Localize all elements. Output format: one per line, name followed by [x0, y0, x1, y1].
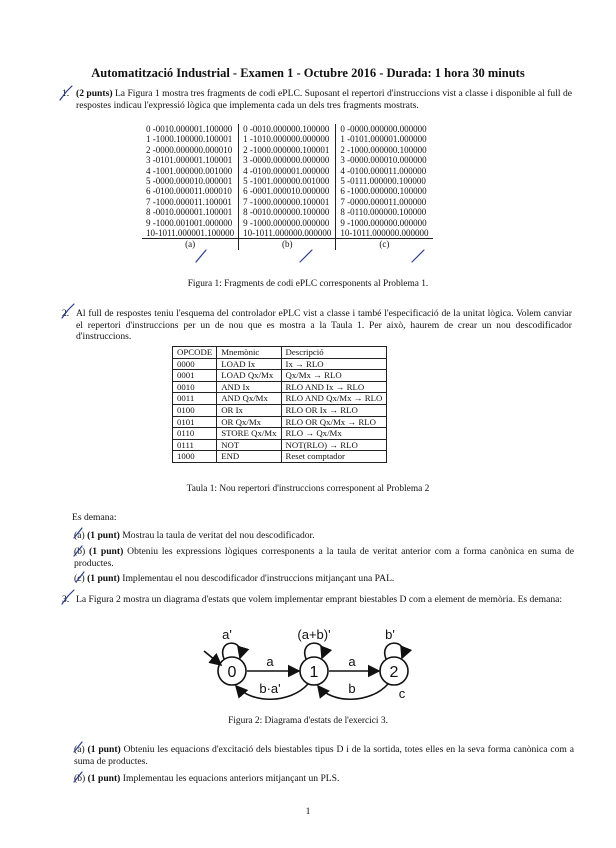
table-cell: 0100 [173, 404, 217, 416]
table-cell: LOAD Qx/Mx [217, 370, 281, 382]
problem-2-number: 2. [62, 308, 70, 319]
fragment-cell: 4 -0100.000011.000000 [336, 166, 433, 176]
table-cell: 0010 [173, 381, 217, 393]
table-cell: END [217, 451, 281, 463]
fragment-label-b: (b) [239, 239, 336, 250]
table-cell: Qx/Mx → RLO [281, 370, 387, 382]
problem-2-text: Al full de respostes teniu l'esquema del controlador ePLC vist a classe i també l'especificació de la unitat lògica. Volem canviar el repertori d'instruccions per un de nou que es mostra a la Taula 1. Per això, haurem de crear un nou descodificador d'instruccions. [76, 308, 572, 342]
table-cell: LOAD Ix [217, 358, 281, 370]
problem-1-text: La Figura 1 mostra tres fragments de codi ePLC. Suposant el repertori d'instruccions vist a classe i disponible al full de respostes indicau l'expressió lògica que implementa cada un dels tres fragments mostrats. [76, 88, 572, 111]
item-points: (1 punt) [87, 744, 121, 755]
fragment-cell: 0 -0000.000000.000000 [336, 124, 433, 134]
check-mark-icon [60, 86, 72, 100]
table-header: Descripció [281, 347, 387, 359]
self-loop-label: b' [385, 627, 395, 642]
problem-1-number: 1. [62, 88, 70, 99]
table-cell: 0111 [173, 439, 217, 451]
item-label: (a) [74, 744, 85, 755]
fragment-cell: 1 -0101.000001.000000 [336, 134, 433, 144]
fragment-cell: 4 -1001.000000.001000 [146, 165, 233, 176]
fragment-cell: 5 -1001.000000.001000 [239, 176, 336, 186]
check-mark-icon [74, 546, 82, 556]
table-cell: NOT(RLO) → RLO [281, 439, 387, 451]
fragment-cell: 2 -0000.000000.000010 [146, 144, 233, 155]
item-points: (1 punt) [89, 546, 124, 557]
table-cell: 0101 [173, 416, 217, 428]
check-mark-icon [300, 250, 312, 262]
table-cell: RLO → Qx/Mx [281, 428, 387, 440]
table-cell: Ix → RLO [281, 358, 387, 370]
fragment-cell: 7 -1000.000000.100001 [239, 197, 336, 207]
table-cell: 0110 [173, 428, 217, 440]
table-cell: Reset comptador [281, 451, 387, 463]
table-cell: 0011 [173, 393, 217, 405]
item-text: Mostrau la taula de veritat del nou descodificador. [122, 530, 315, 541]
transition-label: b [348, 681, 356, 696]
state-label: 2 [389, 664, 399, 681]
fragment-label-c: (c) [336, 239, 433, 250]
item-points: (1 punt) [87, 530, 120, 541]
item-label: (c) [74, 573, 85, 584]
fragment-cell: 7 -0000.000011.000000 [336, 197, 433, 207]
fragment-cell: 2 -1000.000000.100001 [239, 145, 336, 155]
table-cell: 1000 [173, 451, 217, 463]
output-label: c [398, 686, 406, 701]
problem-1-points: (2 punts) [76, 88, 113, 99]
fragment-cell: 5 -0111.000000.100000 [336, 176, 433, 186]
check-mark-icon [74, 528, 82, 538]
item-points: (1 punt) [87, 573, 120, 584]
self-loop-label: a' [222, 627, 232, 642]
fragment-cell: 10-1011.000000.000000 [239, 228, 336, 239]
item-text: Obteniu les equacions d'excitació dels biestables tipus D i de la sortida, totes elles en la seva forma canònica com a suma de productes. [74, 744, 574, 767]
fragment-cell: 4 -0100.000001.000000 [239, 166, 336, 176]
fragment-cell: 7 -1000.000011.100001 [146, 196, 232, 207]
problem-2-asks: Es demana: [72, 512, 117, 523]
fragment-cell: 3 -0000.000010.000000 [336, 155, 433, 165]
item-points: (1 punt) [87, 773, 121, 784]
item-text: Implementau el nou descodificador d'instruccions mitjançant una PAL. [122, 573, 395, 584]
check-mark-icon [74, 742, 82, 752]
table-cell: STORE Qx/Mx [217, 428, 281, 440]
fragment-cell: 8 -0110.000000.100000 [336, 207, 433, 217]
table-cell: AND Qx/Mx [217, 393, 281, 405]
item-label: (b) [74, 546, 86, 557]
fragment-cell: 9 -1000.000000.000000 [336, 218, 433, 228]
item-text: Obteniu les expressions lògiques corresponents a la taula de veritat anterior com a forma canònica en suma de productes. [74, 546, 574, 569]
table-cell: OR Ix [217, 404, 281, 416]
fragment-cell: 2 -1000.000000.100000 [336, 145, 433, 155]
fragment-cell: 6 -0100.000011.000010 [146, 186, 232, 197]
table-cell: AND Ix [217, 381, 281, 393]
fragment-cell: 1 -1000.100000.100001 [146, 134, 233, 145]
page-number: 1 [305, 806, 311, 817]
fragment-cell: 9 -1000.001001.000000 [146, 217, 233, 228]
figure-1-caption: Figura 1: Fragments de codi ePLC corresponents al Problema 1. [187, 279, 429, 289]
check-mark-icon [76, 572, 84, 582]
item-text: Implementau les equacions anteriors mitjançant un PLS. [122, 773, 340, 784]
table-cell: 0001 [173, 370, 217, 382]
fragment-cell: 10-1011.000001.100000 [146, 228, 235, 239]
problem-3-text: La Figura 2 mostra un diagrama d'estats que volem implementar emprant biestables D com a element de memòria. Es demana: [76, 594, 563, 605]
fragment-label-a: (a) [142, 239, 239, 250]
fragment-cell: 5 -0000.000010.000001 [146, 176, 233, 187]
fragment-cell: 6 -0001.000010.000000 [239, 186, 336, 196]
fragment-cell: 6 -1000.000000.100000 [336, 186, 433, 196]
self-loop-label: (a+b)' [297, 627, 331, 642]
table-cell: RLO AND Qx/Mx → RLO [281, 393, 387, 405]
transition-label: a [266, 654, 274, 669]
figure-2-caption: Figura 2: Diagrama d'estats de l'exercici 3. [228, 716, 388, 726]
table-cell: RLO OR Ix → RLO [281, 404, 387, 416]
fragment-cell: 1 -1010.000000.000000 [239, 134, 336, 144]
state-label: 1 [309, 664, 319, 681]
fragment-cell: 3 -0101.000001.100001 [146, 155, 233, 166]
fragment-cell: 3 -0000.000000.000000 [239, 155, 336, 165]
transition-label: b·a' [259, 681, 281, 696]
table-1-caption: Taula 1: Nou repertori d'instruccions corresponent al Problema 2 [186, 484, 430, 494]
check-mark-icon [62, 590, 74, 604]
fragment-cell: 9 -1000.000000.000000 [239, 218, 336, 228]
fragment-cell: 0 -0010.000001.100000 [146, 124, 233, 134]
fragment-cell: 8 -0010.000000.100000 [239, 207, 336, 217]
state-label: 0 [227, 664, 237, 681]
transition-label: a [348, 654, 356, 669]
fragment-cell: 0 -0010.000000.100000 [239, 124, 336, 134]
table-header: OPCODE [173, 347, 217, 359]
table-cell: NOT [217, 439, 281, 451]
table-cell: 0000 [173, 358, 217, 370]
table-cell: OR Qx/Mx [217, 416, 281, 428]
check-mark-icon [196, 250, 206, 262]
fragment-cell: 10-1011.000000.000000 [336, 228, 433, 239]
table-cell: RLO OR Qx/Mx → RLO [281, 416, 387, 428]
item-label: (b) [74, 773, 86, 784]
problem-3-number: 3. [62, 594, 70, 605]
check-mark-icon [412, 250, 424, 262]
fragment-cell: 8 -0010.000001.100001 [146, 207, 233, 218]
item-label: (a) [74, 530, 85, 541]
check-mark-icon [74, 772, 82, 782]
table-cell: RLO AND Ix → RLO [281, 381, 387, 393]
table-header: Mnemònic [217, 347, 281, 359]
exam-title: Automatització Industrial - Examen 1 - Octubre 2016 - Durada: 1 hora 30 minuts [91, 66, 525, 80]
check-mark-icon [62, 304, 74, 318]
